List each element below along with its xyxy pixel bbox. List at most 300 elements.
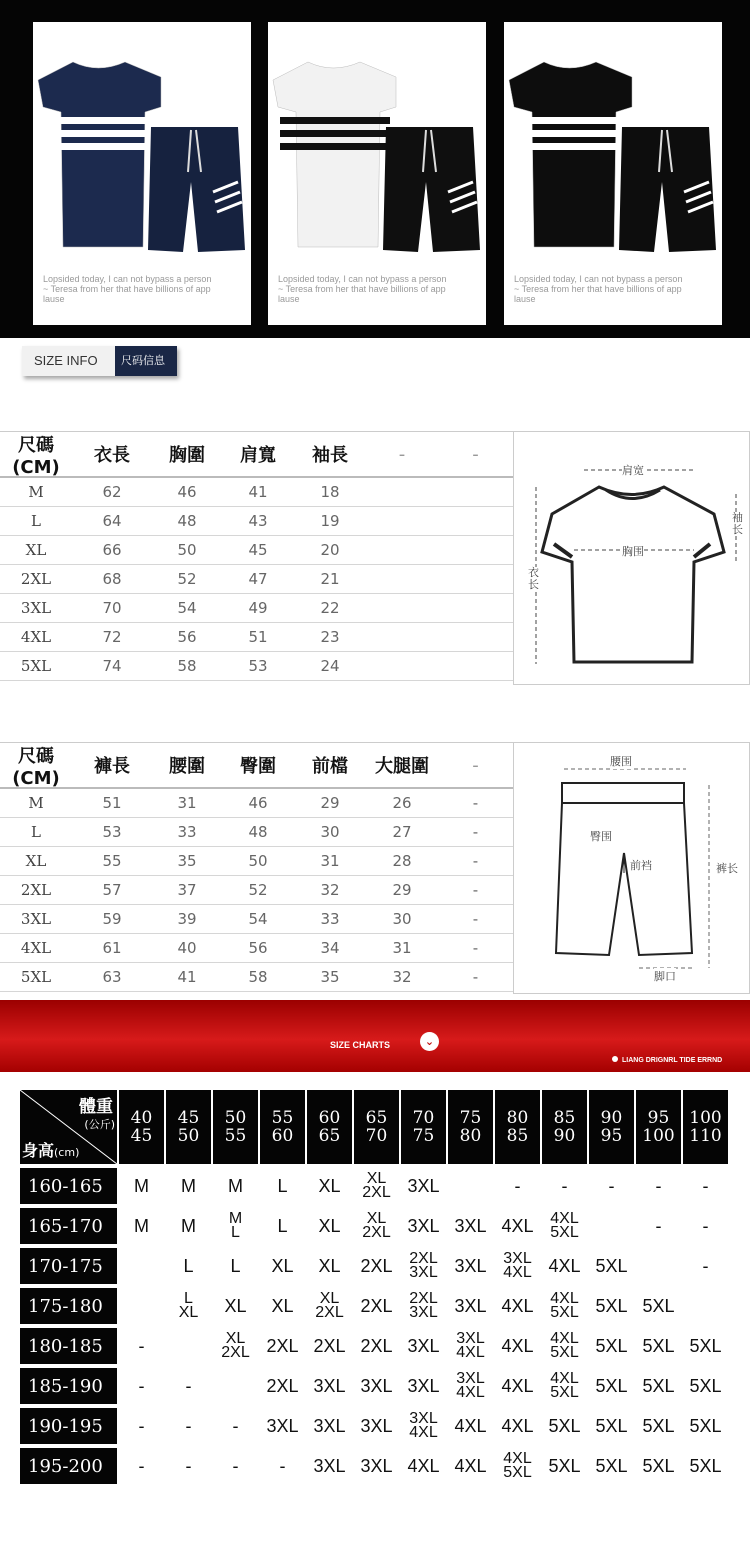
size-cell-part: 4XL [503, 1264, 532, 1281]
weight-max: 110 [689, 1126, 722, 1146]
table-header-cell: 尺碼(CM) [12, 745, 60, 789]
table-header-cell: 臀圍 [240, 756, 276, 777]
weight-max: 60 [271, 1126, 294, 1146]
table-cell: 4XL [20, 939, 52, 957]
photo-caption-line: Lopsided today, I can not bypass a person [514, 274, 683, 284]
size-cell: 3XL [407, 1336, 440, 1356]
photo-caption-line: lause [43, 294, 65, 304]
weight-range-header [401, 1090, 446, 1164]
size-cell: 5XL [642, 1456, 675, 1476]
weight-min: 45 [177, 1108, 200, 1128]
table-cell: 50 [248, 852, 268, 870]
table-cell: 58 [248, 968, 268, 986]
size-cell: 3XL [360, 1376, 393, 1396]
size-cell: 3XL [313, 1456, 346, 1476]
table-cell: 66 [102, 541, 122, 559]
table-cell: 29 [392, 881, 412, 899]
photo-caption-line: Lopsided today, I can not bypass a person [278, 274, 447, 284]
chart-row [20, 1406, 734, 1446]
size-cell: XL [318, 1176, 341, 1196]
size-cell: 5XL [595, 1376, 628, 1396]
table-cell: 49 [248, 599, 268, 617]
diagram-label-shoulder: 肩宽 [622, 464, 644, 477]
size-cell [213, 1368, 258, 1404]
table-cell: 4XL [20, 628, 52, 646]
table-cell: 48 [177, 512, 197, 530]
photo-caption [43, 274, 243, 304]
size-cell-part: 4XL [503, 1450, 532, 1467]
table-cell: 27 [392, 823, 412, 841]
weight-min: 75 [459, 1108, 482, 1128]
size-cell [542, 1288, 587, 1324]
size-cell: 4XL [501, 1296, 534, 1316]
table-row [0, 847, 513, 876]
size-cell-part: 5XL [550, 1304, 579, 1321]
size-cell: - [702, 1216, 709, 1236]
size-cell: - [232, 1456, 239, 1476]
table-cell: 30 [320, 823, 340, 841]
size-cell-part: 3XL [409, 1304, 438, 1321]
table-cell: 57 [102, 881, 122, 899]
table-header-cell: 褲長 [94, 756, 130, 777]
table-cell: 54 [177, 599, 197, 617]
weight-max: 50 [177, 1126, 200, 1146]
table-cell: 32 [320, 881, 340, 899]
size-cell-part: 4XL [409, 1424, 438, 1441]
table-cell: 56 [248, 939, 268, 957]
size-cell-part: 3XL [409, 1410, 438, 1427]
chart-row [20, 1246, 734, 1286]
size-cell: 2XL [360, 1336, 393, 1356]
size-cell-part: 5XL [550, 1224, 579, 1241]
size-cell: 3XL [454, 1256, 487, 1276]
height-range-cell: 185-190 [20, 1368, 117, 1404]
photo-caption-line: lause [278, 294, 300, 304]
size-cell [354, 1168, 399, 1204]
size-cell: - [138, 1336, 145, 1356]
table-cell: 63 [102, 968, 122, 986]
weight-label: 體重 [79, 1097, 113, 1117]
table-cell: 2XL [20, 570, 52, 588]
size-cell: 4XL [454, 1456, 487, 1476]
table-cell: 52 [177, 570, 197, 588]
size-cell-part: 3XL [409, 1264, 438, 1281]
size-cell-part: XL [366, 1170, 387, 1187]
weight-range-header [683, 1090, 728, 1164]
table-row [0, 536, 513, 565]
table-row [0, 876, 513, 905]
table-cell: 48 [248, 823, 268, 841]
size-cell: - [138, 1416, 145, 1436]
size-cell: L [183, 1256, 194, 1276]
size-cell: 2XL [360, 1256, 393, 1276]
photo-caption-line: ~ Teresa from her that have billions of app [278, 284, 446, 294]
size-cell [448, 1368, 493, 1404]
size-cell: 5XL [595, 1416, 628, 1436]
size-info-tab [22, 346, 177, 376]
table-cell: L [31, 512, 41, 530]
size-cell: XL [318, 1216, 341, 1236]
table-cell: 43 [248, 512, 268, 530]
size-cell: 5XL [689, 1336, 722, 1356]
product-photo-card [268, 22, 486, 325]
size-cell: 4XL [501, 1336, 534, 1356]
weight-range-header [448, 1090, 493, 1164]
size-cell [166, 1328, 211, 1364]
table-cell: 39 [177, 910, 197, 928]
size-cell: 3XL [360, 1456, 393, 1476]
size-cell [213, 1328, 258, 1364]
height-range-cell: 190-195 [20, 1408, 117, 1444]
weight-range-header [307, 1090, 352, 1164]
size-cell: 3XL [266, 1416, 299, 1436]
table-cell: 2XL [20, 881, 52, 899]
weight-range-header [542, 1090, 587, 1164]
weight-range-header [213, 1090, 258, 1164]
size-cell-part: 2XL [362, 1224, 391, 1241]
size-info-label: SIZE INFO [22, 346, 115, 376]
size-cell-part: 5XL [550, 1384, 579, 1401]
size-cell [213, 1208, 258, 1244]
size-cell: 4XL [454, 1416, 487, 1436]
table-row [0, 478, 513, 507]
size-cell-part: M [228, 1210, 243, 1227]
product-photo-card [33, 22, 251, 325]
outfit-illustration [268, 22, 486, 267]
table-row [0, 507, 513, 536]
table-row [0, 594, 513, 623]
shorts-diagram [513, 742, 750, 994]
size-cell: 3XL [454, 1296, 487, 1316]
size-recommendation-chart [20, 1090, 734, 1486]
size-cell: L [277, 1216, 288, 1236]
table-cell: - [472, 881, 479, 899]
weight-min: 80 [506, 1108, 529, 1128]
size-cell: M [181, 1176, 196, 1196]
table-header-cell: 肩寬 [240, 445, 276, 466]
size-cell: 5XL [642, 1296, 675, 1316]
size-cell: 5XL [689, 1416, 722, 1436]
size-cell [354, 1208, 399, 1244]
table-cell: 31 [320, 852, 340, 870]
size-cell: - [279, 1456, 286, 1476]
table-header-cell: 袖長 [312, 445, 348, 466]
table-cell: 23 [320, 628, 340, 646]
size-cell: XL [224, 1296, 247, 1316]
weight-unit: (公斤) [84, 1118, 115, 1131]
size-cell-part: 4XL [456, 1384, 485, 1401]
size-cell-part: 2XL [409, 1250, 438, 1267]
weight-range-header [260, 1090, 305, 1164]
size-cell: - [655, 1176, 662, 1196]
size-cell [542, 1208, 587, 1244]
size-cell: 5XL [548, 1416, 581, 1436]
photo-caption-line: lause [514, 294, 536, 304]
table-header-cell: 大腿圍 [375, 756, 429, 777]
table-cell: 21 [320, 570, 340, 588]
size-cell [683, 1288, 728, 1324]
size-cell [166, 1288, 211, 1324]
size-cell: 5XL [642, 1416, 675, 1436]
table-cell: 64 [102, 512, 122, 530]
table-header-cell: 衣長 [94, 445, 130, 466]
size-cell: 5XL [595, 1296, 628, 1316]
size-cell: - [702, 1176, 709, 1196]
table-cell: - [472, 968, 479, 986]
table-header-row [0, 743, 513, 789]
size-cell: 3XL [407, 1216, 440, 1236]
weight-min: 90 [600, 1108, 623, 1128]
table-cell: - [472, 823, 479, 841]
table-cell: M [28, 794, 44, 812]
chart-row [20, 1206, 734, 1246]
size-cell: M [181, 1216, 196, 1236]
weight-min: 85 [553, 1108, 576, 1128]
outfit-illustration [504, 22, 722, 267]
product-photo-card [504, 22, 722, 325]
size-cell: M [134, 1176, 149, 1196]
table-cell: 35 [177, 852, 197, 870]
size-cell: 5XL [642, 1336, 675, 1356]
size-cell [401, 1248, 446, 1284]
chart-row [20, 1366, 734, 1406]
size-cell: 2XL [266, 1336, 299, 1356]
size-cell: XL [271, 1256, 294, 1276]
photo-caption-line: Lopsided today, I can not bypass a person [43, 274, 212, 284]
size-cell: - [185, 1376, 192, 1396]
table-cell: 51 [102, 794, 122, 812]
table-cell: - [472, 910, 479, 928]
table-cell: 28 [392, 852, 412, 870]
table-cell: 18 [320, 483, 340, 501]
table-cell: 5XL [20, 657, 52, 675]
weight-max: 100 [642, 1126, 675, 1146]
table-cell: 40 [177, 939, 197, 957]
tshirt-diagram [513, 431, 750, 685]
photo-caption-line: ~ Teresa from her that have billions of app [514, 284, 682, 294]
height-range-cell: 170-175 [20, 1248, 117, 1284]
weight-range-header [636, 1090, 681, 1164]
weight-range-header [166, 1090, 211, 1164]
chart-row [20, 1446, 734, 1486]
table-cell: 45 [248, 541, 268, 559]
table-cell: 34 [320, 939, 340, 957]
diagram-label-hem: 脚口 [654, 970, 676, 983]
size-cell [401, 1408, 446, 1444]
weight-min: 40 [130, 1108, 153, 1128]
weight-range-header [119, 1090, 164, 1164]
size-cell: 3XL [407, 1376, 440, 1396]
size-cell-part: 3XL [456, 1370, 485, 1387]
size-cell [448, 1328, 493, 1364]
diagram-label-hip: 臀围 [590, 830, 612, 843]
table-cell: 52 [248, 881, 268, 899]
photo-caption [278, 274, 478, 304]
size-cell [401, 1288, 446, 1324]
height-range-cell: 180-185 [20, 1328, 117, 1364]
weight-min: 55 [271, 1108, 294, 1128]
table-cell: 37 [177, 881, 197, 899]
table-cell: 29 [320, 794, 340, 812]
diagram-label-rise: 前裆 [630, 859, 652, 872]
table-cell: M [28, 483, 44, 501]
size-cell: 4XL [501, 1376, 534, 1396]
weight-max: 70 [365, 1126, 388, 1146]
size-cell-part: 2XL [409, 1290, 438, 1307]
table-cell: 74 [102, 657, 122, 675]
table-cell: - [472, 852, 479, 870]
chart-row [20, 1326, 734, 1366]
size-cell: M [228, 1176, 243, 1196]
table-cell: 46 [177, 483, 197, 501]
size-cell-part: 4XL [456, 1344, 485, 1361]
weight-range-header [495, 1090, 540, 1164]
size-cell [448, 1168, 493, 1204]
table-cell: 33 [177, 823, 197, 841]
size-cell: XL [271, 1296, 294, 1316]
table-cell: 5XL [20, 968, 52, 986]
size-cell: 3XL [313, 1416, 346, 1436]
chart-row [20, 1166, 734, 1206]
brand-tagline: LIANG DRIGNRL TIDE ERRND [612, 1056, 722, 1064]
table-header-cell: - [472, 443, 479, 465]
size-cell: - [185, 1416, 192, 1436]
size-cell: 2XL [266, 1376, 299, 1396]
outfit-illustration [33, 22, 251, 267]
size-cell: M [134, 1216, 149, 1236]
chart-corner-cell [20, 1090, 117, 1164]
table-row [0, 934, 513, 963]
weight-max: 45 [130, 1126, 153, 1146]
size-cell: 2XL [313, 1336, 346, 1356]
size-cell: 5XL [548, 1456, 581, 1476]
photo-caption-line: ~ Teresa from her that have billions of app [43, 284, 211, 294]
size-cell: XL [318, 1256, 341, 1276]
size-cell: 4XL [501, 1416, 534, 1436]
table-cell: - [472, 939, 479, 957]
size-cell [495, 1248, 540, 1284]
size-cell-part: 4XL [550, 1330, 579, 1347]
size-cell-part: 4XL [550, 1210, 579, 1227]
weight-min: 95 [647, 1108, 670, 1128]
size-cell: L [277, 1176, 288, 1196]
size-cell: 4XL [501, 1216, 534, 1236]
height-range-cell: 175-180 [20, 1288, 117, 1324]
size-cell: 5XL [689, 1456, 722, 1476]
table-cell: 53 [102, 823, 122, 841]
table-cell: 33 [320, 910, 340, 928]
height-range-cell: 195-200 [20, 1448, 117, 1484]
size-cell: - [185, 1456, 192, 1476]
top-size-table [0, 431, 513, 681]
size-cell: L [230, 1256, 241, 1276]
table-cell: 51 [248, 628, 268, 646]
weight-min: 100 [689, 1108, 722, 1128]
size-cell: 5XL [595, 1256, 628, 1276]
size-cell-part: L [184, 1290, 193, 1307]
size-cell-part: XL [225, 1330, 246, 1347]
chart-header-row [20, 1090, 734, 1166]
table-cell: 54 [248, 910, 268, 928]
size-cell: 2XL [360, 1296, 393, 1316]
table-row [0, 565, 513, 594]
size-cell-part: 2XL [221, 1344, 250, 1361]
table-cell: 24 [320, 657, 340, 675]
weight-max: 85 [506, 1126, 529, 1146]
table-cell: 58 [177, 657, 197, 675]
size-cell-part: 2XL [362, 1184, 391, 1201]
table-cell: 53 [248, 657, 268, 675]
size-cell-part: 3XL [456, 1330, 485, 1347]
diagram-label-chest: 胸围 [622, 545, 644, 558]
table-row [0, 905, 513, 934]
size-cell [542, 1368, 587, 1404]
size-cell: 3XL [454, 1216, 487, 1236]
size-cell [636, 1248, 681, 1284]
table-cell: XL [25, 852, 47, 870]
chart-row [20, 1286, 734, 1326]
photo-caption [514, 274, 714, 304]
diagram-label-waist: 腰围 [610, 755, 632, 768]
size-cell [307, 1288, 352, 1324]
size-cell: 3XL [407, 1176, 440, 1196]
size-cell: 5XL [595, 1456, 628, 1476]
size-cell: - [608, 1176, 615, 1196]
size-cell-part: 5XL [503, 1464, 532, 1481]
size-cell-part: XL [319, 1290, 340, 1307]
size-cell: 3XL [360, 1416, 393, 1436]
table-row [0, 652, 513, 681]
size-cell: - [655, 1216, 662, 1236]
size-cell: 4XL [548, 1256, 581, 1276]
weight-min: 70 [412, 1108, 435, 1128]
table-cell: 41 [177, 968, 197, 986]
weight-max: 90 [553, 1126, 576, 1146]
table-cell: 19 [320, 512, 340, 530]
table-header-row [0, 432, 513, 478]
table-cell: 41 [248, 483, 268, 501]
table-header-cell: 前檔 [312, 756, 348, 777]
size-cell-part: 3XL [503, 1250, 532, 1267]
table-cell: 68 [102, 570, 122, 588]
size-cell: - [138, 1456, 145, 1476]
table-cell: 47 [248, 570, 268, 588]
table-cell: 55 [102, 852, 122, 870]
size-cell [119, 1288, 164, 1324]
size-cell-part: 5XL [550, 1344, 579, 1361]
size-cell [589, 1208, 634, 1244]
size-cell-part: XL [366, 1210, 387, 1227]
size-cell: 3XL [313, 1376, 346, 1396]
table-cell: 3XL [20, 599, 52, 617]
table-cell: 46 [248, 794, 268, 812]
weight-max: 75 [412, 1126, 435, 1146]
weight-min: 60 [318, 1108, 341, 1128]
table-cell: 61 [102, 939, 122, 957]
table-header-cell: 腰圍 [169, 756, 205, 777]
table-cell: 72 [102, 628, 122, 646]
table-cell: 59 [102, 910, 122, 928]
size-cell [542, 1328, 587, 1364]
size-cell-part: 4XL [550, 1290, 579, 1307]
height-label-text: 身高 [22, 1141, 55, 1160]
size-cell: 5XL [642, 1376, 675, 1396]
weight-max: 95 [600, 1126, 623, 1146]
size-cell [119, 1248, 164, 1284]
size-cell: - [138, 1376, 145, 1396]
table-cell: 56 [177, 628, 197, 646]
table-header-cell: - [398, 443, 406, 465]
